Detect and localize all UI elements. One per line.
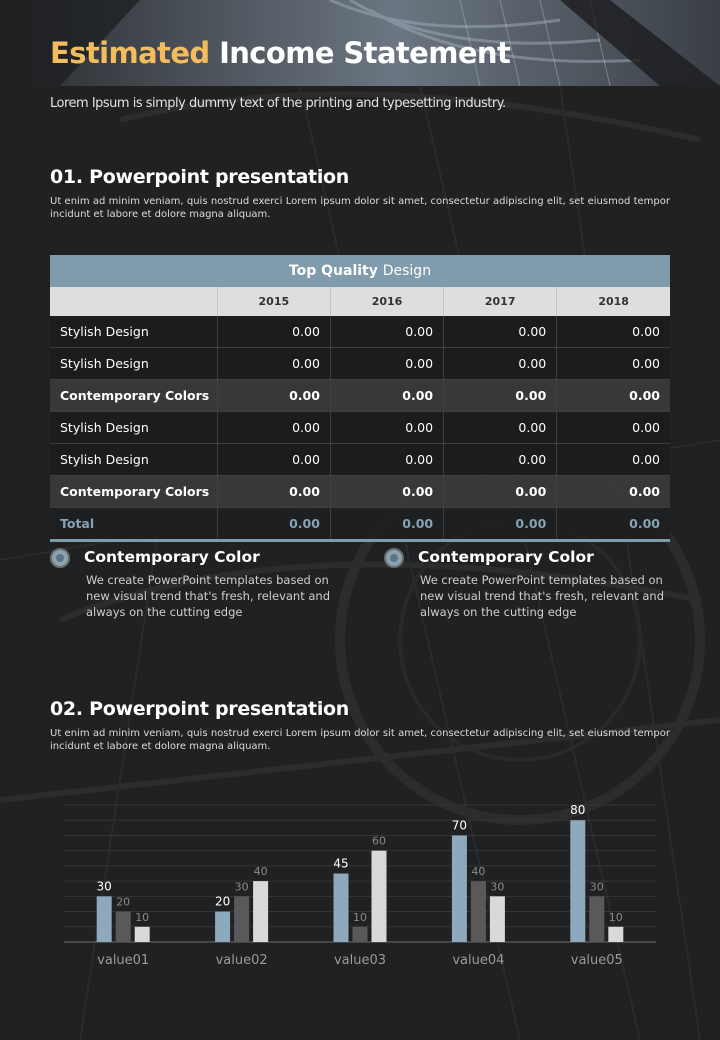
table-row	[50, 380, 670, 412]
x-tick-label: value04	[452, 953, 505, 968]
table-cell: 0.00	[330, 348, 443, 380]
chart-bar	[135, 927, 150, 942]
table-header-blank	[50, 287, 217, 316]
row-label: Stylish Design	[50, 316, 217, 348]
table-header-row	[50, 287, 670, 316]
table-cell: 0.00	[557, 412, 670, 444]
data-label: 20	[214, 894, 231, 909]
table-cell: 0.00	[557, 316, 670, 348]
table-cell: 0.00	[330, 412, 443, 444]
table-cell: 0.00	[217, 444, 330, 476]
table-title	[50, 255, 670, 287]
data-label: 45	[333, 856, 349, 871]
row-label: Stylish Design	[50, 412, 217, 444]
table-row	[50, 412, 670, 444]
feature-text: We create PowerPoint templates based on new visual trend that's fresh, relevant and always on the cutting edge	[420, 573, 665, 619]
bullet-dot-icon	[384, 548, 404, 568]
chart-bar	[353, 927, 368, 942]
page-title-rest: Income Statement	[219, 36, 511, 70]
table-cell: 0.00	[330, 380, 443, 412]
feature-title: Contemporary Color	[84, 548, 260, 566]
chart-bar	[253, 881, 268, 942]
x-tick-label: value05	[570, 953, 623, 968]
chart-bar	[471, 881, 486, 942]
chart-bar	[608, 927, 623, 942]
row-label: Stylish Design	[50, 444, 217, 476]
page-title-accent: Estimated	[50, 36, 210, 70]
table-cell: 0.00	[217, 380, 330, 412]
row-label: Total	[50, 508, 217, 541]
table-cell: 0.00	[557, 444, 670, 476]
data-label: 40	[471, 865, 486, 879]
chart-bar	[570, 820, 585, 942]
table-cell: 0.00	[557, 508, 670, 541]
section2-body: Ut enim ad minim veniam, quis nostrud exerci Lorem ipsum dolor sit amet, consectetur adipiscing elit, set eiusmod tempor incidunt et labore et dolore magna aliquam.	[50, 728, 670, 752]
table-cell: 0.00	[330, 476, 443, 508]
data-label: 30	[96, 879, 112, 894]
table-cell: 0.00	[444, 348, 557, 380]
data-label: 20	[116, 895, 131, 909]
table-row	[50, 444, 670, 476]
table-cell: 0.00	[217, 316, 330, 348]
chart-bar	[97, 896, 112, 942]
table-cell: 0.00	[444, 412, 557, 444]
table-cell: 0.00	[444, 444, 557, 476]
year-header: 2015	[217, 287, 330, 316]
table-cell: 0.00	[217, 412, 330, 444]
data-label: 80	[570, 803, 586, 818]
year-header: 2018	[557, 287, 670, 316]
year-header: 2017	[444, 287, 557, 316]
chart-bar	[116, 912, 131, 942]
year-header: 2016	[330, 287, 443, 316]
table-total-row	[50, 508, 670, 541]
x-tick-label: value01	[97, 953, 150, 968]
data-label: 10	[135, 910, 150, 924]
data-label: 60	[372, 834, 386, 848]
data-label: 30	[589, 880, 604, 894]
section1-heading: 01. Powerpoint presentation	[50, 166, 350, 188]
table-cell: 0.00	[557, 380, 670, 412]
section1-body: Ut enim ad minim veniam, quis nostrud exerci Lorem ipsum dolor sit amet, consectetur adipiscing elit, set eiusmod tempor incidunt et labore et dolore magna aliquam.	[50, 196, 670, 220]
feature-text: We create PowerPoint templates based on new visual trend that's fresh, relevant and always on the cutting edge	[86, 573, 331, 619]
table-row	[50, 316, 670, 348]
table-title-light: Design	[382, 263, 432, 279]
chart-bar	[334, 874, 349, 943]
data-label: 30	[234, 880, 249, 894]
row-label: Stylish Design	[50, 348, 217, 380]
row-label: Contemporary Colors	[50, 380, 217, 412]
table-cell: 0.00	[444, 476, 557, 508]
table-cell: 0.00	[444, 380, 557, 412]
bullet-dot-icon	[50, 548, 70, 568]
table-cell: 0.00	[217, 348, 330, 380]
section2-heading: 02. Powerpoint presentation	[50, 698, 350, 720]
chart-bar	[452, 835, 467, 942]
row-label: Contemporary Colors	[50, 476, 217, 508]
chart-bar	[490, 896, 505, 942]
chart-bar	[215, 912, 230, 942]
table-cell: 0.00	[557, 476, 670, 508]
data-label: 70	[451, 818, 468, 833]
table-cell: 0.00	[217, 508, 330, 541]
income-table	[50, 255, 670, 542]
data-label: 30	[490, 880, 505, 894]
page-subtitle: Lorem Ipsum is simply dummy text of the printing and typesetting industry.	[50, 96, 506, 111]
feature-title: Contemporary Color	[418, 548, 594, 566]
chart-bar	[589, 896, 604, 942]
table-row	[50, 476, 670, 508]
data-label: 10	[353, 910, 367, 924]
page-title	[50, 36, 510, 70]
table-cell: 0.00	[444, 316, 557, 348]
table-cell: 0.00	[557, 348, 670, 380]
table-cell: 0.00	[217, 476, 330, 508]
table-cell: 0.00	[330, 508, 443, 541]
chart-bar	[372, 851, 387, 942]
table-cell: 0.00	[330, 316, 443, 348]
table-title-bold: Top Quality	[288, 263, 378, 279]
data-label: 10	[608, 910, 623, 924]
table-row	[50, 348, 670, 380]
table-cell: 0.00	[444, 508, 557, 541]
table-cell: 0.00	[330, 444, 443, 476]
bar-chart	[0, 780, 720, 980]
data-label: 40	[253, 865, 268, 879]
chart-bar	[234, 896, 249, 942]
x-tick-label: value02	[215, 953, 268, 968]
x-tick-label: value03	[333, 953, 387, 968]
